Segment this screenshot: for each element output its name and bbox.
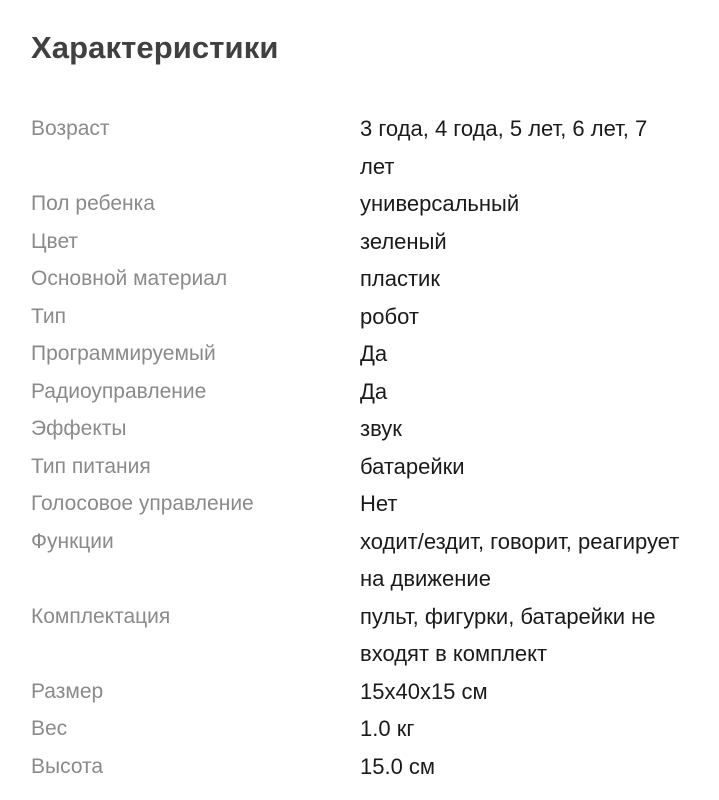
spec-value: батарейки (360, 453, 465, 479)
spec-label: Пол ребенка (31, 192, 155, 215)
spec-row-child-gender (31, 185, 719, 223)
spec-row-weight (31, 710, 719, 748)
spec-row-effects (31, 410, 719, 448)
spec-label: Вес (31, 717, 68, 740)
spec-label: Голосовое управление (31, 492, 254, 515)
spec-label: Радиоуправление (31, 379, 207, 403)
spec-value: универсальный (360, 191, 520, 216)
spec-label: Комплектация (31, 604, 171, 628)
spec-label: Функции (31, 529, 114, 553)
spec-value: 15x40x15 см (360, 678, 488, 704)
spec-list (31, 110, 719, 785)
spec-row-height (31, 748, 719, 786)
spec-value: 15.0 см (360, 753, 436, 779)
spec-row-voice-control (31, 485, 719, 523)
spec-value: Да (360, 378, 388, 404)
spec-row-radio-control (31, 373, 719, 411)
spec-label: Тип (31, 304, 67, 328)
spec-value: ходит/ездит, говорит, реагирует на движение (360, 528, 680, 591)
spec-row-type (31, 298, 719, 336)
spec-value: 1.0 кг (360, 716, 415, 741)
spec-row-size (31, 673, 719, 711)
spec-value: 3 года, 4 года, 5 лет, 6 лет, 7 лет (360, 116, 648, 179)
spec-value: пульт, фигурки, батарейки не входят в комплект (360, 603, 656, 666)
spec-value: зеленый (360, 228, 447, 254)
spec-row-programmable (31, 335, 719, 373)
spec-value: робот (360, 303, 419, 329)
spec-row-age (31, 110, 719, 185)
spec-label: Размер (31, 679, 104, 703)
spec-row-power-type (31, 448, 719, 486)
spec-row-functions (31, 523, 719, 598)
spec-label: Возраст (31, 117, 110, 140)
spec-label: Эффекты (31, 417, 127, 440)
spec-row-material (31, 260, 719, 298)
spec-row-package-contents (31, 598, 719, 673)
spec-value: звук (360, 416, 402, 441)
spec-value: Да (360, 341, 388, 366)
spec-row-color (31, 223, 719, 261)
section-title: Характеристики (31, 30, 279, 65)
spec-label: Высота (31, 754, 104, 778)
spec-label: Цвет (31, 229, 79, 253)
spec-label: Основной материал (31, 267, 228, 290)
spec-label: Программируемый (31, 342, 216, 365)
spec-label: Тип питания (31, 454, 151, 478)
spec-value: пластик (360, 266, 440, 291)
spec-value: Нет (360, 491, 398, 516)
